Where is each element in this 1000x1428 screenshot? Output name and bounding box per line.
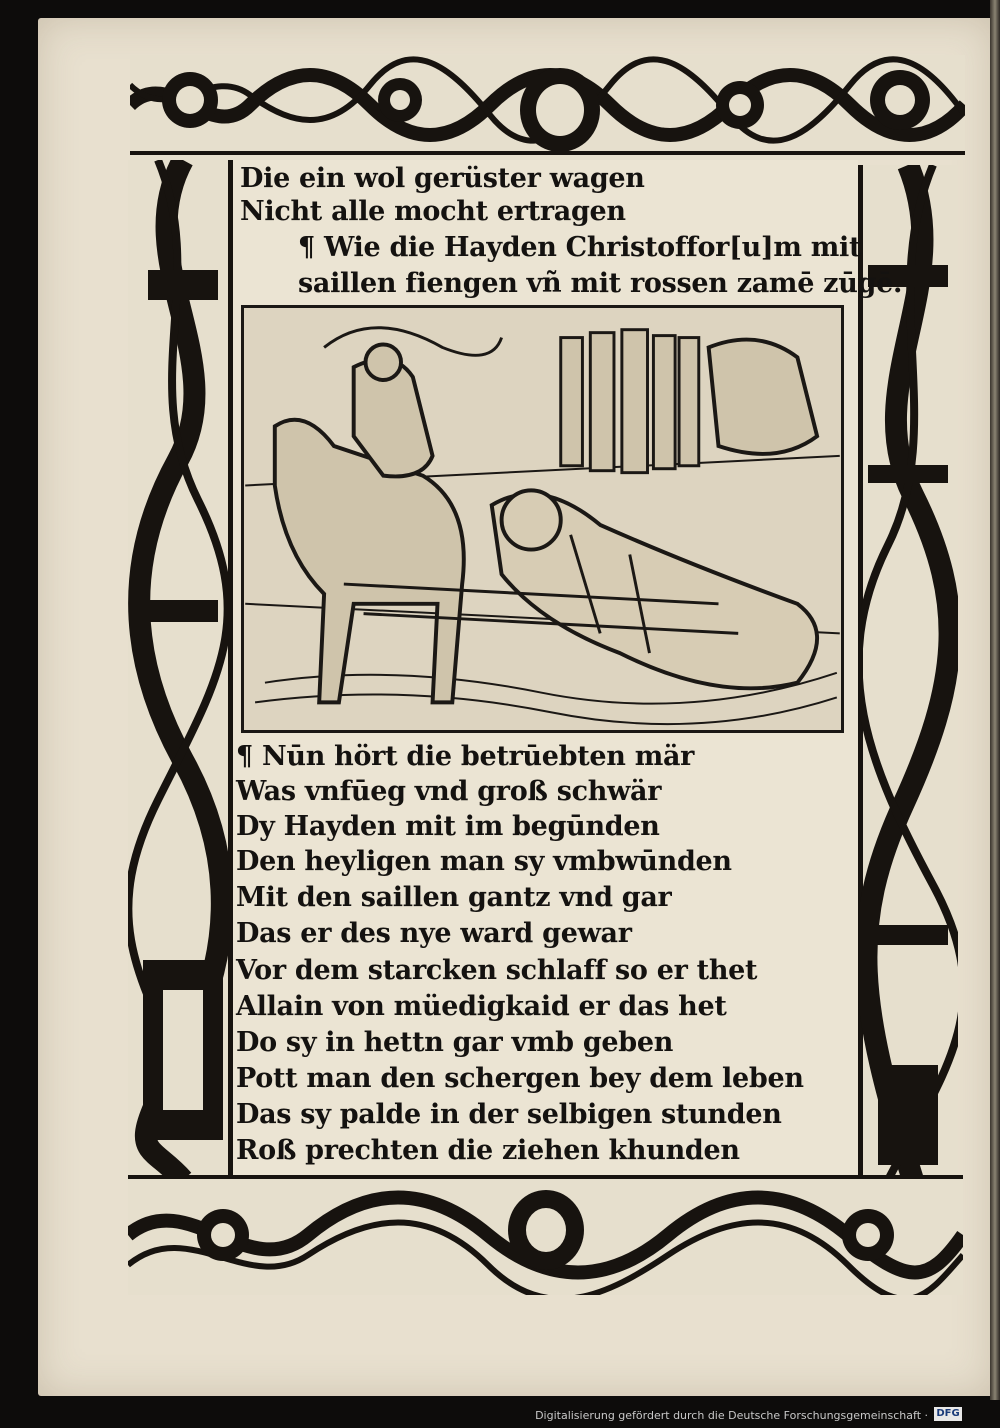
verse-line: Was vnfūeg vnd groß schwär xyxy=(236,776,662,807)
woodcut-illustration xyxy=(241,305,844,733)
verse-line: ¶ Nūn hört die betrūebten mär xyxy=(236,741,695,772)
ornamental-border-bottom xyxy=(128,1175,963,1295)
verse-line: Roß prechten die ziehen khunden xyxy=(236,1135,740,1166)
page-edge xyxy=(990,0,1000,1400)
verse-line: Dy Hayden mit im begūnden xyxy=(236,811,660,842)
dfg-logo: DFG xyxy=(934,1407,962,1421)
verse-top-line: Nicht alle mocht ertragen xyxy=(240,196,626,227)
verse-line: Das sy palde in der selbigen stunden xyxy=(236,1099,782,1130)
verse-line: Das er des nye ward gewar xyxy=(236,918,632,949)
verse-line: Pott man den schergen bey dem leben xyxy=(236,1063,804,1094)
verse-line: Vor dem starcken schlaff so er thet xyxy=(236,955,758,986)
ornamental-border-right xyxy=(858,165,958,1180)
verse-line: Do sy in hettn gar vmb geben xyxy=(236,1027,674,1058)
verse-top-line: Die ein wol gerüster wagen xyxy=(240,163,645,194)
verse-line: Allain von müedigkaid er das het xyxy=(236,991,727,1022)
footer-credit: Digitalisierung gefördert durch die Deutsche Forschungsgemeinschaft · xyxy=(535,1409,928,1422)
section-heading-line: saillen fiengen vñ mit rossen zamē zūgē. xyxy=(298,268,903,299)
section-heading-line: ¶ Wie die Hayden Christoffor[u]m mit xyxy=(298,232,862,263)
ornamental-border-top xyxy=(130,55,965,160)
verse-line: Den heyligen man sy vmbwūnden xyxy=(236,846,732,877)
verse-line: Mit den saillen gantz vnd gar xyxy=(236,882,672,913)
ornamental-border-left xyxy=(128,160,233,1180)
